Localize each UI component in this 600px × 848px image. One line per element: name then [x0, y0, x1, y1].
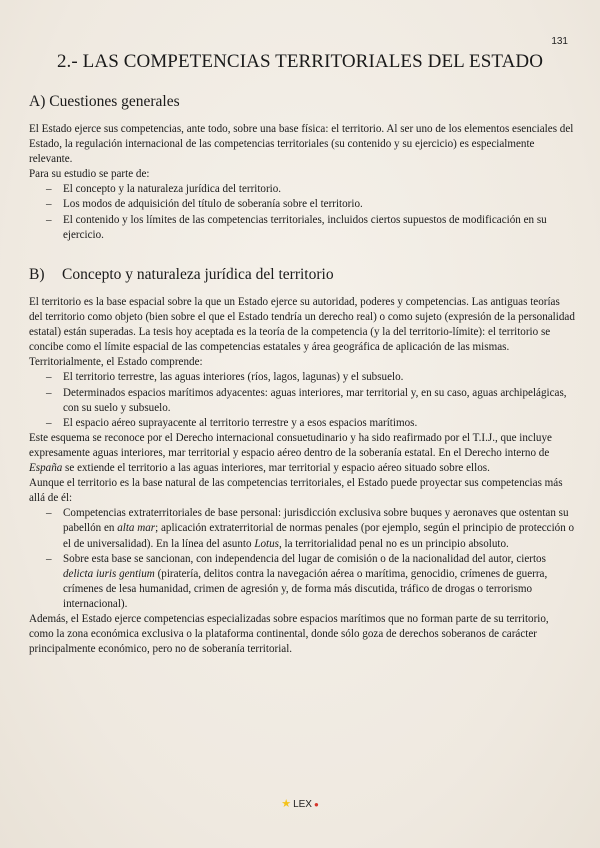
list-item: – El concepto y la naturaleza jurídica del territorio.	[29, 182, 575, 197]
section-b-lead-2: Aunque el territorio es la base natural de las competencias territoriales, el Estado puede proyectar sus competencias más allá de él:	[29, 477, 563, 505]
section-b-lead-1: Territorialmente, el Estado comprende:	[29, 356, 203, 369]
section-b-heading-text: Concepto y naturaleza jurídica del territorio	[62, 266, 334, 283]
list-item: – Los modos de adquisición del título de soberanía sobre el territorio.	[29, 197, 575, 212]
italic-term: alta mar	[117, 522, 156, 535]
list-item: – Competencias extraterritoriales de base personal: jurisdicción exclusiva sobre buques y aeronaves que ostentan su pabellón en alta mar; aplicación extraterritorial de normas penales (por ejemplo, según el principio de protección o el de universalidad). En la línea del asunto Lotus, la territorialidad penal no es un principio absoluto.	[29, 506, 575, 551]
section-a-lead: Para su estudio se parte de:	[29, 168, 150, 181]
section-b-heading-letter: B)	[29, 266, 45, 283]
section-b-body	[29, 295, 575, 657]
list-item: – El espacio aéreo suprayacente al territorio terrestre y a esos espacios marítimos.	[29, 416, 575, 431]
section-b-heading	[29, 266, 334, 284]
section-a-intro: El Estado ejerce sus competencias, ante todo, sobre una base física: el territorio. Al ser uno de los elementos esenciales del Estado, la regulación internacional de las competencias territoriales (su contenido y su ejercicio) es especialmente relevante.	[29, 123, 574, 166]
brand-text: LEX	[293, 799, 312, 810]
section-b-paragraph-3: Además, el Estado ejerce competencias especializadas sobre espacios marítimos que no forman parte de su territorio, como la zona económica exclusiva o la plataforma continental, donde sólo goza de derechos soberanos de carácter principalmente económico, pero no de soberanía territorial.	[29, 612, 549, 656]
list-item: – El territorio terrestre, las aguas interiores (ríos, lagos, lagunas) y el subsuelo.	[29, 370, 575, 385]
section-b-paragraph-1: El territorio es la base espacial sobre la que un Estado ejerce su autoridad, poderes y competencias. Las antiguas teorías del territorio como objeto (bien sobre el que el Estado tendría un derecho real) o como sujeto (expresión de la personalidad estatal) están superadas. La tesis hoy aceptada es la teoría de la competencia (y la del territorio-límite): el territorio se concibe como el límite espacial de las competencias estatales y área geográfica de aplicación de las mismas.	[29, 296, 575, 354]
italic-term: delicta iuris gentium	[63, 567, 155, 580]
section-a-list	[29, 182, 575, 242]
list-item: – Sobre esta base se sancionan, con independencia del lugar de comisión o de la nacionalidad del autor, ciertos delicta iuris gentium (piratería, delitos contra la navegación aérea o marítima, genocidio, crímenes de guerra, crímenes de lesa humanidad, crimen de agresión y, de forma más discutida, tráfico de drogas o terrorismo internacional).	[29, 552, 575, 612]
section-a-body	[29, 122, 575, 243]
page-number: 131	[551, 36, 568, 47]
drop-icon: ●	[313, 800, 319, 809]
star-icon: ★	[281, 798, 292, 810]
list-item: – Determinados espacios marítimos adyacentes: aguas interiores, mar territorial y, en su caso, aguas archipelágicas, con su suelo y subsuelo.	[29, 386, 575, 416]
italic-term: Lotus	[254, 537, 279, 550]
section-b-list-2	[29, 506, 575, 612]
list-item: – El contenido y los límites de las competencias territoriales, incluidos ciertos supuestos de modificación en su ejercicio.	[29, 213, 575, 243]
section-b-list-1	[29, 370, 575, 430]
page-title: 2.- LAS COMPETENCIAS TERRITORIALES DEL ESTADO	[56, 51, 544, 72]
footer-logo	[0, 797, 600, 810]
section-b-paragraph-2: Este esquema se reconoce por el Derecho internacional consuetudinario y ha sido reafirmado por el T.I.J., que incluye expresamente aguas interiores, mar territorial y espacio aéreo dentro de la soberanía estatal. En el Derecho interno de España se extiende el territorio a las aguas interiores, mar territorial y espacio aéreo situado sobre ellos.	[29, 431, 552, 475]
section-a-heading: A) Cuestiones generales	[29, 93, 180, 110]
italic-term: España	[29, 462, 63, 475]
